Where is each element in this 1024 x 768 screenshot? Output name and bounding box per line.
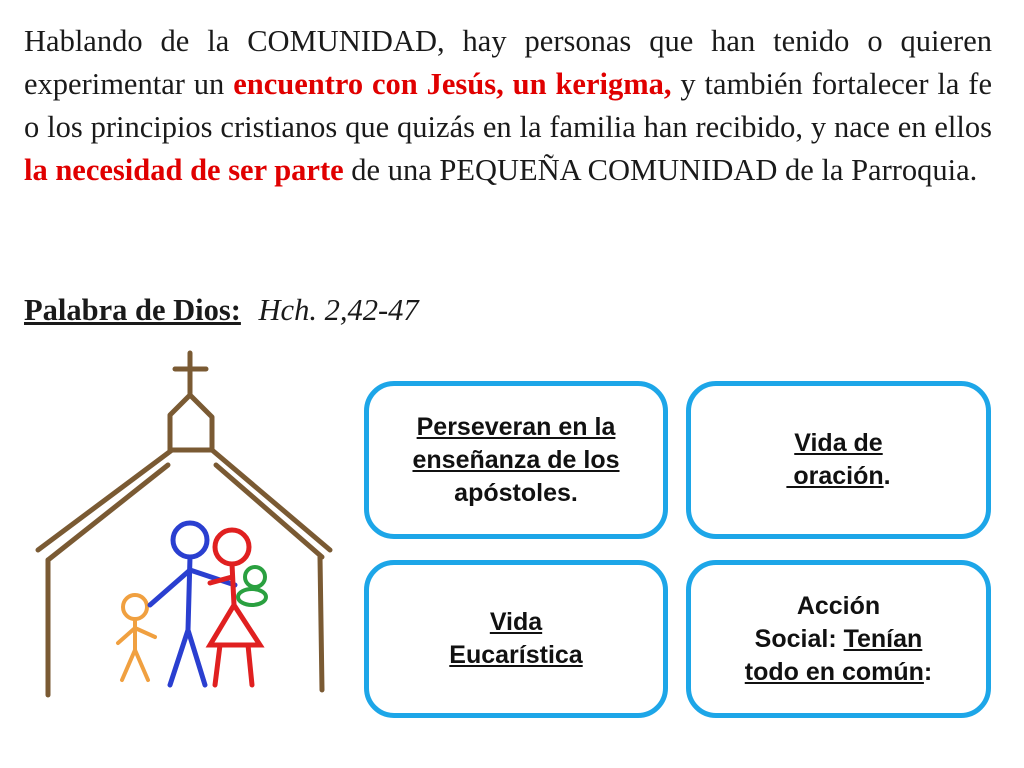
card1-line2: enseñanza de los [412, 445, 620, 474]
card2-line1: Vida de [794, 429, 883, 457]
card2-line2-suffix: . [883, 462, 891, 490]
card1-line1: Perseveran en la [416, 412, 616, 441]
scripture-reference: Hch. 2,42-47 [258, 293, 419, 327]
church-family-icon [30, 345, 350, 700]
card2-line2: oración [786, 462, 884, 490]
card-accion-social [686, 560, 991, 718]
card-perseveran [364, 381, 668, 539]
card4-line2-underlined: Tenían [843, 624, 923, 653]
card3-line2: Eucarística [449, 641, 583, 669]
card-vida-oracion [686, 381, 991, 539]
scripture-heading [24, 290, 419, 330]
card4-line2-prefix: Social: [754, 624, 844, 653]
card4-line3-suffix: : [923, 657, 933, 686]
scripture-label: Palabra de Dios: [24, 293, 241, 327]
intro-text-2: y también fortalecer la fe o los principios cristianos que quizás en la familia han recibido, y nace en ellos [24, 67, 992, 144]
card-vida-eucaristica [364, 560, 668, 718]
intro-paragraph [24, 20, 992, 192]
intro-text-3: de una PEQUEÑA COMUNIDAD de la Parroquia. [343, 153, 978, 187]
intro-highlight-encounter: encuentro con Jesús, un kerigma, [233, 67, 672, 101]
intro-text-1: Hablando de la COMUNIDAD, hay personas que han tenido o quieren experimentar un [24, 24, 992, 101]
card3-line1: Vida [489, 608, 543, 636]
card4-line1: Acción [796, 591, 881, 620]
card1-line3: apóstoles. [454, 478, 578, 507]
intro-highlight-necessity: la necesidad de ser parte [24, 153, 344, 187]
card4-line3-underlined: todo en común [744, 657, 924, 686]
